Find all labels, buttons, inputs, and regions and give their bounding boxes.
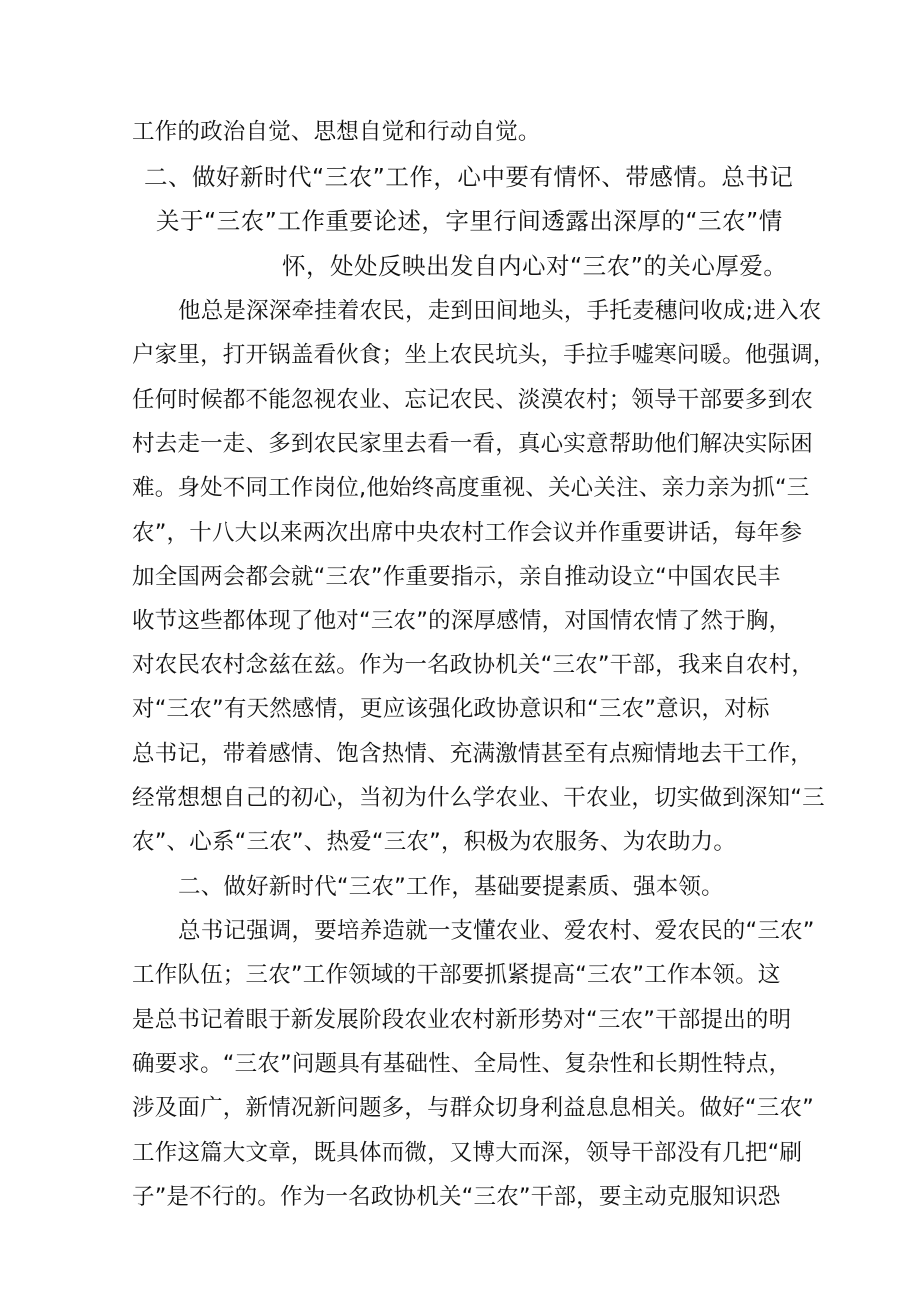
- section-heading: 二、做好新时代“三农”工作，心中要有情怀、带感情。总书记: [144, 163, 794, 191]
- text-line: 他总是深深牵挂着农民，走到田间地头，手托麦穗问收成;进入农: [178, 298, 822, 324]
- text-line: 任何时候都不能忽视农业、忘记农民、淡漠农村；领导干部要多到农: [132, 387, 814, 413]
- text-line: 村去走一走、多到农民家里去看一看，真心实意帮助他们解决实际困: [132, 431, 814, 457]
- section-heading: 关于“三农”工作重要论述，字里行间透露出深厚的“三农”情: [156, 207, 783, 235]
- text-line: 总书记强调，要培养造就一支懂农业、爱农村、爱农民的“三农”: [178, 918, 815, 944]
- text-line: 子”是不行的。作为一名政协机关“三农”干部，要主动克服知识恐: [132, 1184, 781, 1210]
- text-line: 涉及面广，新情况新问题多，与群众切身利益息息相关。做好“三农”: [132, 1095, 815, 1121]
- text-line: 确要求。“三农”问题具有基础性、全局性、复杂性和长期性特点，: [132, 1051, 792, 1077]
- text-line: 对“三农”有天然感情，更应该强化政协意识和“三农”意识，对标: [132, 696, 770, 722]
- text-line: 农”，十八大以来两次出席中央农村工作会议并作重要讲话，每年参: [132, 520, 803, 546]
- section-heading: 怀，处处反映出发自内心对“三农”的关心厚爱。: [282, 252, 788, 280]
- text-line: 是总书记着眼于新发展阶段农业农村新形势对“三农”干部提出的明: [132, 1007, 792, 1033]
- text-line: 户家里，打开锅盖看伙食；坐上农民坑头，手拉手嘘寒问暖。他强调，: [132, 342, 836, 368]
- text-line: 工作的政治自觉、思想自觉和行动自觉。: [132, 119, 541, 145]
- text-line: 难。身处不同工作岗位,他始终高度重视、关心关注、亲力亲为抓“三: [132, 475, 810, 501]
- text-line: 农”、心系“三农”、热爱“三农”，积极为农服务、为农助力。: [132, 829, 737, 855]
- section-heading: 二、做好新时代“三农”工作，基础要提素质、强本领。: [178, 874, 724, 900]
- text-line: 工作队伍；三农”工作领域的干部要抓紧提高“三农”工作本领。这: [132, 962, 781, 988]
- text-line: 经常想想自己的初心，当初为什么学农业、干农业，切实做到深知“三: [132, 785, 825, 811]
- text-line: 工作这篇大文章，既具体而微，又博大而深，领导干部没有几把“刷: [132, 1140, 803, 1166]
- text-line: 收节这些都体现了他对“三农”的深厚感情，对国情农情了然于胸，: [132, 608, 792, 634]
- text-line: 总书记，带着感情、饱含热情、充满激情甚至有点痴情地去干工作，: [132, 741, 814, 767]
- text-line: 对农民农村念兹在兹。作为一名政协机关“三农”干部，我来自农村，: [132, 652, 815, 678]
- text-line: 加全国两会都会就“三农”作重要指示，亲自推动设立“中国农民丰: [132, 564, 781, 590]
